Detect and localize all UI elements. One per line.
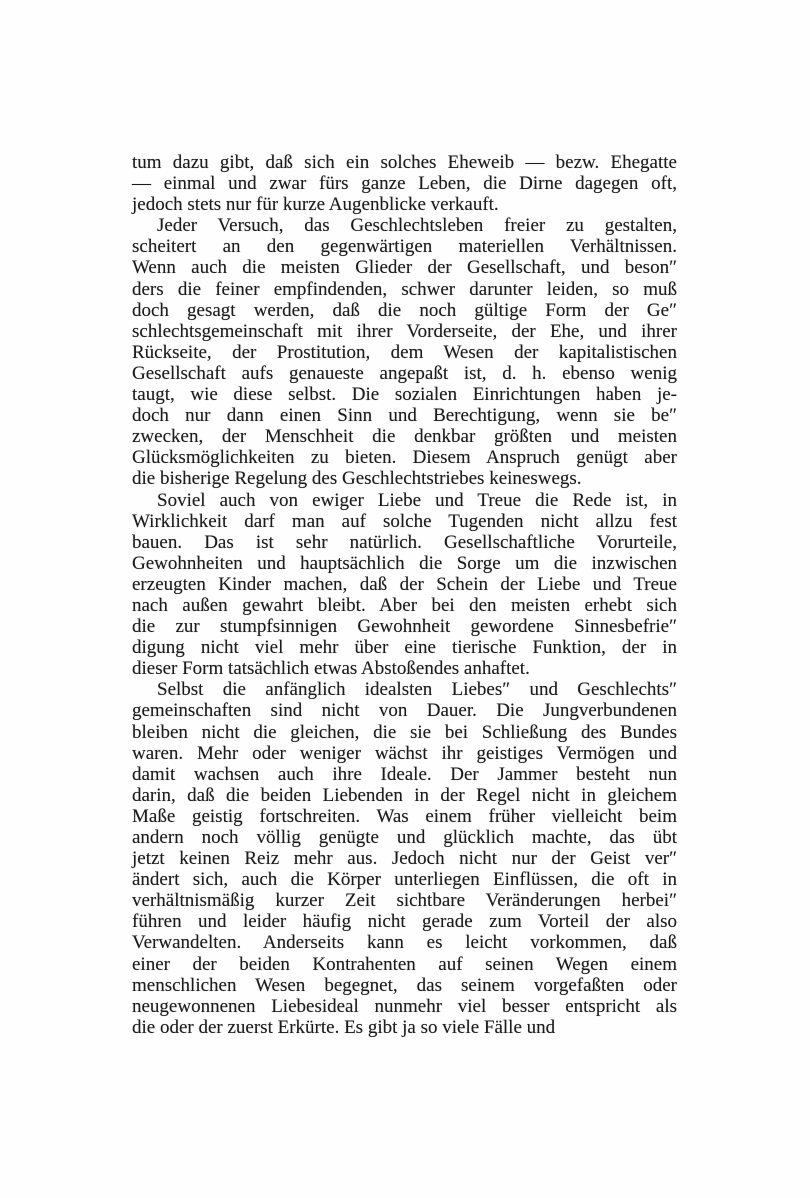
- text-line: ders die feiner empfindenden, schwer darunter leiden, so muß: [132, 278, 677, 300]
- text-line: Gesellschaft aufs genaueste angepaßt ist, d. h. ebenso wenig: [132, 362, 677, 384]
- text-line: digung nicht viel mehr über eine tierische Funktion, der in: [132, 637, 677, 659]
- text-line: — einmal und zwar fürs ganze Leben, die Dirne dagegen oft,: [132, 173, 677, 195]
- text-line: gemeinschaften sind nicht von Dauer. Die Jungverbundenen: [132, 700, 677, 722]
- text-line: darin, daß die beiden Liebenden in der Regel nicht in gleichem: [132, 784, 677, 806]
- text-line: waren. Mehr oder weniger wächst ihr geistiges Vermögen und: [132, 742, 677, 764]
- text-line: Gewohnheiten und hauptsächlich die Sorge um die inzwischen: [132, 552, 677, 574]
- text-line: bauen. Das ist sehr natürlich. Gesellschaftliche Vorurteile,: [132, 531, 677, 553]
- paragraph: [132, 215, 677, 489]
- paragraph: [132, 152, 677, 215]
- text-line: Wenn auch die meisten Glieder der Gesellschaft, und beson″: [132, 257, 677, 279]
- text-line: bleiben nicht die gleichen, die sie bei Schließung des Bundes: [132, 721, 677, 743]
- paragraph: [132, 679, 677, 1038]
- text-line: nach außen gewahrt bleibt. Aber bei den meisten erhebt sich: [132, 594, 677, 616]
- text-line: Verwandelten. Anderseits kann es leicht vorkommen, daß: [132, 932, 677, 954]
- text-line: Glücksmöglichkeiten zu bieten. Diesem Anspruch genügt aber: [132, 447, 677, 469]
- text-line: Selbst die anfänglich idealsten Liebes″ und Geschlechts″: [157, 679, 677, 701]
- text-line: doch gesagt werden, daß die noch gültige Form der Ge″: [132, 299, 677, 321]
- text-line: doch nur dann einen Sinn und Berechtigung, wenn sie be″: [132, 405, 677, 427]
- text-line: menschlichen Wesen begegnet, das seinem vorgefaßten oder: [132, 974, 677, 996]
- text-line: andern noch völlig genügte und glücklich machte, das übt: [132, 827, 677, 848]
- text-line: Jeder Versuch, das Geschlechtsleben freier zu gestalten,: [157, 215, 677, 237]
- text-line: dieser Form tatsächlich etwas Abstoßendes anhaftet.: [132, 658, 530, 680]
- text-line: erzeugten Kinder machen, daß der Schein der Liebe und Treue: [132, 573, 677, 595]
- page-text-block: [132, 152, 677, 1038]
- text-line: zwecken, der Menschheit die denkbar größten und meisten: [132, 426, 677, 448]
- text-line: die zur stumpfsinnigen Gewohnheit gewordene Sinnesbefrie″: [132, 616, 677, 638]
- text-line: verhältnismäßig kurzer Zeit sichtbare Veränderungen herbei″: [132, 890, 677, 912]
- text-line: tum dazu gibt, daß sich ein solches Eheweib — bezw. Ehegatte: [132, 152, 677, 173]
- text-line: damit wachsen auch ihre Ideale. Der Jammer besteht nun: [132, 763, 677, 785]
- text-line: Wirklichkeit darf man auf solche Tugenden nicht allzu fest: [132, 510, 677, 532]
- text-line: ändert sich, auch die Körper unterliegen Einflüssen, die oft in: [132, 869, 677, 891]
- text-line: jetzt keinen Reiz mehr aus. Jedoch nicht nur der Geist ver″: [132, 848, 677, 870]
- text-line: einer der beiden Kontrahenten auf seinen Wegen einem: [132, 953, 677, 975]
- text-line: scheitert an den gegenwärtigen materiellen Verhältnissen.: [132, 236, 677, 258]
- text-line: schlechtsgemeinschaft mit ihrer Vorderseite, der Ehe, und ihrer: [132, 320, 677, 342]
- text-line: neugewonnenen Liebesideal nunmehr viel besser entspricht als: [132, 995, 677, 1017]
- text-line: die bisherige Regelung des Geschlechtstriebes keineswegs.: [132, 468, 582, 490]
- paragraph: [132, 490, 677, 680]
- text-line: taugt, wie diese selbst. Die sozialen Einrichtungen haben je-: [132, 384, 677, 406]
- text-line: Rückseite, der Prostitution, dem Wesen der kapitalistischen: [132, 341, 677, 363]
- text-line: Maße geistig fortschreiten. Was einem früher vielleicht beim: [132, 805, 677, 827]
- text-line: jedoch stets nur für kurze Augenblicke verkauft.: [132, 194, 499, 216]
- text-line: die oder der zuerst Erkürte. Es gibt ja so viele Fälle und: [132, 1016, 556, 1038]
- text-line: Soviel auch von ewiger Liebe und Treue die Rede ist, in: [157, 489, 677, 511]
- text-line: führen und leider häufig nicht gerade zum Vorteil der also: [132, 911, 677, 933]
